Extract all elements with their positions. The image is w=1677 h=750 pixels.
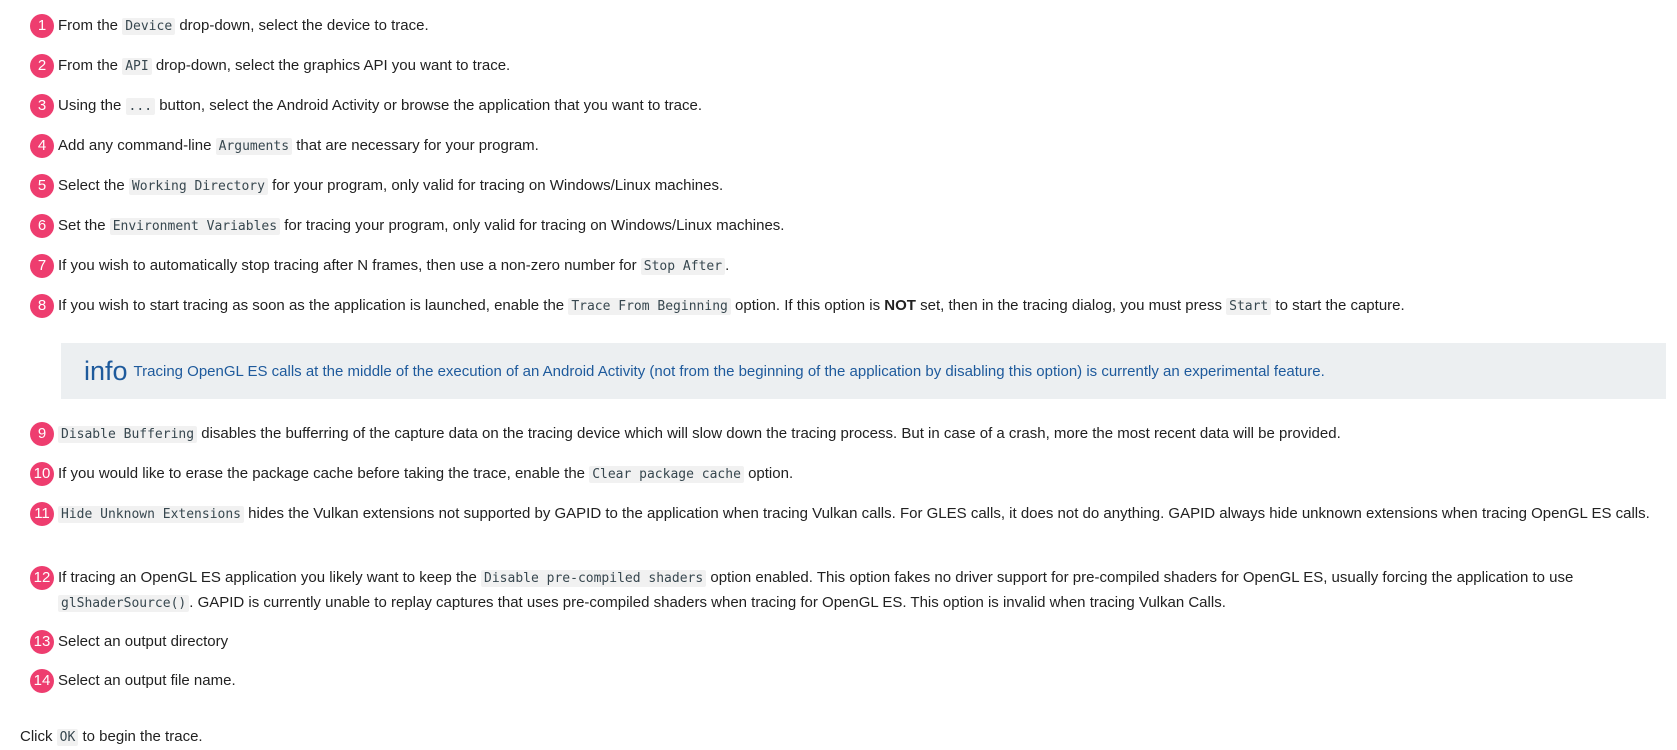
step-text <box>58 94 1670 119</box>
plain-text: for your program, only valid for tracing on Windows/Linux machines. <box>267 177 724 194</box>
plain-text: button, select the Android Activity or browse the application that you want to trace. <box>155 97 703 114</box>
info-icon: info <box>84 356 128 386</box>
step-number-badge: 11 <box>30 502 54 526</box>
step-item <box>30 294 1670 319</box>
plain-text: From the <box>58 17 123 34</box>
inline-code: Environment Variables <box>110 218 280 235</box>
footer-text-before: Click <box>20 728 57 745</box>
inline-code: Device <box>122 18 175 35</box>
plain-text: option. <box>743 465 794 482</box>
step-text <box>58 462 1670 487</box>
plain-text: drop-down, select the device to trace. <box>175 17 429 34</box>
plain-text: that are necessary for your program. <box>292 137 539 154</box>
plain-text: . GAPID is currently unable to replay captures that uses pre-compiled shaders when tracing for OpenGL ES. This option is invalid when tracing Vulkan Calls. <box>189 594 1226 611</box>
plain-text: option enabled. This option fakes no driver support for pre-compiled shaders for OpenGL ES, usually forcing the application to use <box>706 569 1574 586</box>
step-item <box>30 462 1670 487</box>
step-item <box>30 54 1670 79</box>
inline-code: Arguments <box>216 138 292 155</box>
inline-code: Disable Buffering <box>58 426 197 443</box>
step-number-badge: 13 <box>30 630 54 654</box>
step-number-badge: 14 <box>30 669 54 693</box>
plain-text: hides the Vulkan extensions not supported by GAPID to the application when tracing Vulkan calls. For GLES calls, it does not do anything. GAPID always hide unknown extensions when tracing OpenGL ES calls. <box>244 505 1650 522</box>
step-number-badge: 4 <box>30 134 54 158</box>
step-number-badge: 9 <box>30 422 54 446</box>
inline-code: Hide Unknown Extensions <box>58 506 244 523</box>
step-item <box>30 134 1670 159</box>
inline-code: Working Directory <box>129 178 268 195</box>
plain-text: set, then in the tracing dialog, you must press <box>915 297 1227 314</box>
inline-code: API <box>122 58 151 75</box>
step-item <box>30 254 1670 279</box>
bold-text: NOT <box>884 297 916 314</box>
plain-text: If you wish to start tracing as soon as the application is launched, enable the <box>58 297 569 314</box>
step-text <box>58 294 1670 319</box>
step-text <box>58 174 1670 199</box>
step-text <box>58 566 1670 616</box>
step-text <box>58 54 1670 79</box>
footer-instruction <box>20 725 203 750</box>
plain-text: Add any command-line <box>58 137 216 154</box>
plain-text: drop-down, select the graphics API you want to trace. <box>151 57 511 74</box>
step-number-badge: 12 <box>30 566 54 590</box>
plain-text: If you wish to automatically stop tracing after N frames, then use a non-zero number for <box>58 257 641 274</box>
step-item <box>30 630 1670 654</box>
step-item <box>30 566 1670 616</box>
step-item <box>30 214 1670 239</box>
step-number-badge: 5 <box>30 174 54 198</box>
inline-code: Trace From Beginning <box>568 298 731 315</box>
plain-text: If you would like to erase the package cache before taking the trace, enable the <box>58 465 590 482</box>
plain-text: From the <box>58 57 123 74</box>
plain-text: Select the <box>58 177 129 194</box>
plain-text: Using the <box>58 97 126 114</box>
step-text <box>58 134 1670 159</box>
plain-text: for tracing your program, only valid for tracing on Windows/Linux machines. <box>280 217 785 234</box>
step-number-badge: 2 <box>30 54 54 78</box>
step-text <box>58 254 1670 279</box>
plain-text: option. If this option is <box>730 297 885 314</box>
inline-code: Disable pre-compiled shaders <box>481 570 706 587</box>
inline-code: Stop After <box>641 258 725 275</box>
step-number-badge: 10 <box>30 462 54 486</box>
info-callout <box>61 343 1666 399</box>
step-text <box>58 502 1670 527</box>
plain-text: disables the bufferring of the capture data on the tracing device which will slow down the tracing process. But in case of a crash, more the most recent data will be provided. <box>197 425 1341 442</box>
ok-code: OK <box>57 729 79 746</box>
inline-code: ... <box>126 98 155 115</box>
inline-code: Start <box>1226 298 1271 315</box>
plain-text: Select an output directory <box>58 633 229 650</box>
plain-text: Set the <box>58 217 110 234</box>
step-item <box>30 669 1670 693</box>
step-number-badge: 1 <box>30 14 54 38</box>
step-text <box>58 630 1670 654</box>
info-text: Tracing OpenGL ES calls at the middle of the execution of an Android Activity (not from the beginning of the application by disabling this option) is currently an experimental feature. <box>133 362 1325 380</box>
step-item <box>30 14 1670 39</box>
step-number-badge: 6 <box>30 214 54 238</box>
step-item <box>30 94 1670 119</box>
step-text <box>58 669 1670 693</box>
step-item <box>30 422 1670 447</box>
footer-text-after: to begin the trace. <box>78 728 203 745</box>
plain-text: to start the capture. <box>1271 297 1405 314</box>
step-text <box>58 214 1670 239</box>
plain-text: . <box>725 257 730 274</box>
plain-text: If tracing an OpenGL ES application you likely want to keep the <box>58 569 482 586</box>
inline-code: glShaderSource() <box>58 595 189 612</box>
step-number-badge: 7 <box>30 254 54 278</box>
step-text <box>58 14 1670 39</box>
plain-text: Select an output file name. <box>58 672 236 689</box>
inline-code: Clear package cache <box>589 466 744 483</box>
step-item <box>30 174 1670 199</box>
step-number-badge: 3 <box>30 94 54 118</box>
step-item <box>30 502 1670 527</box>
step-text <box>58 422 1670 447</box>
step-number-badge: 8 <box>30 294 54 318</box>
